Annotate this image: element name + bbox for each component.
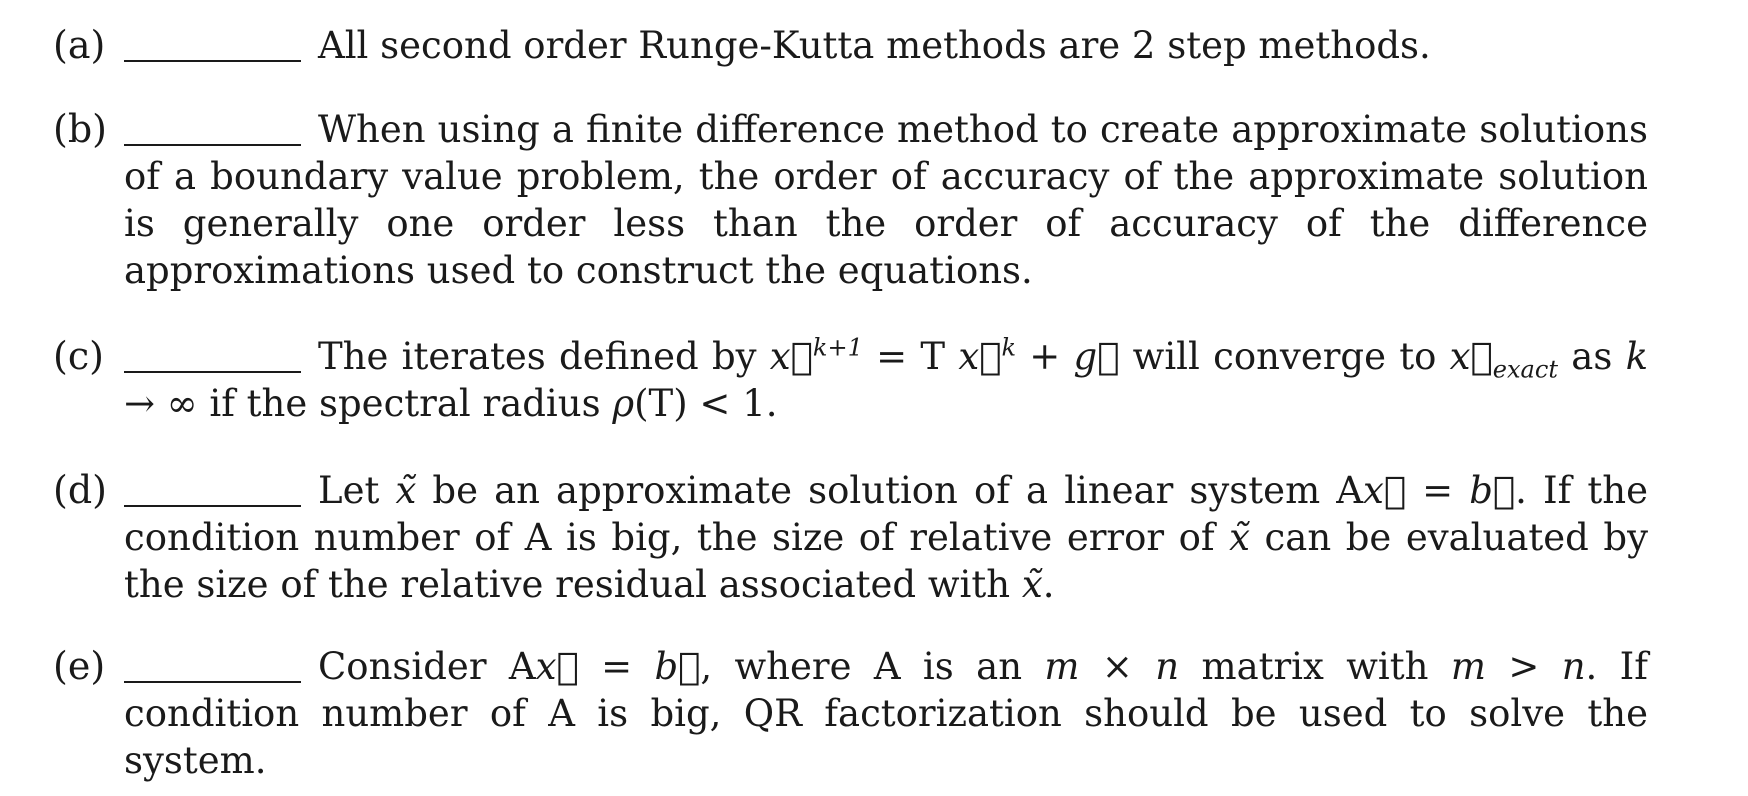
item-text: Let x̃ be an approximate solution of a linear system Ax⃗ = b⃗. If the condition number of A is big, the size of relative error of x̃ can be evaluated by the size of the relative residual associated with x̃.	[124, 469, 1648, 606]
item-label: (d)	[53, 468, 107, 512]
item-label: (b)	[53, 107, 107, 151]
item-text: All second order Runge-Kutta methods are 2 step methods.	[318, 24, 1431, 67]
item-text: The iterates defined by x⃗$^{k+1}$ = T x⃗$^k$ + g⃗ will converge to $x⃗_{exact}$ as k → ∞ if the spectral radius ρ(T) < 1.	[124, 333, 1648, 425]
item-label: (e)	[53, 644, 106, 688]
item-text: When using a finite difference method to create approximate solutions of a boundary value problem, the order of accuracy of the approximate solution is generally one order less than the order of accuracy of the difference approximations used to construct the equations.	[124, 108, 1648, 292]
item-label: (c)	[53, 334, 104, 378]
item-label: (a)	[53, 23, 106, 67]
item-text: Consider Ax⃗ = b⃗, where A is an m × n matrix with m > n. If condition number of A is big, QR factorization should be used to solve the system.	[124, 645, 1648, 782]
